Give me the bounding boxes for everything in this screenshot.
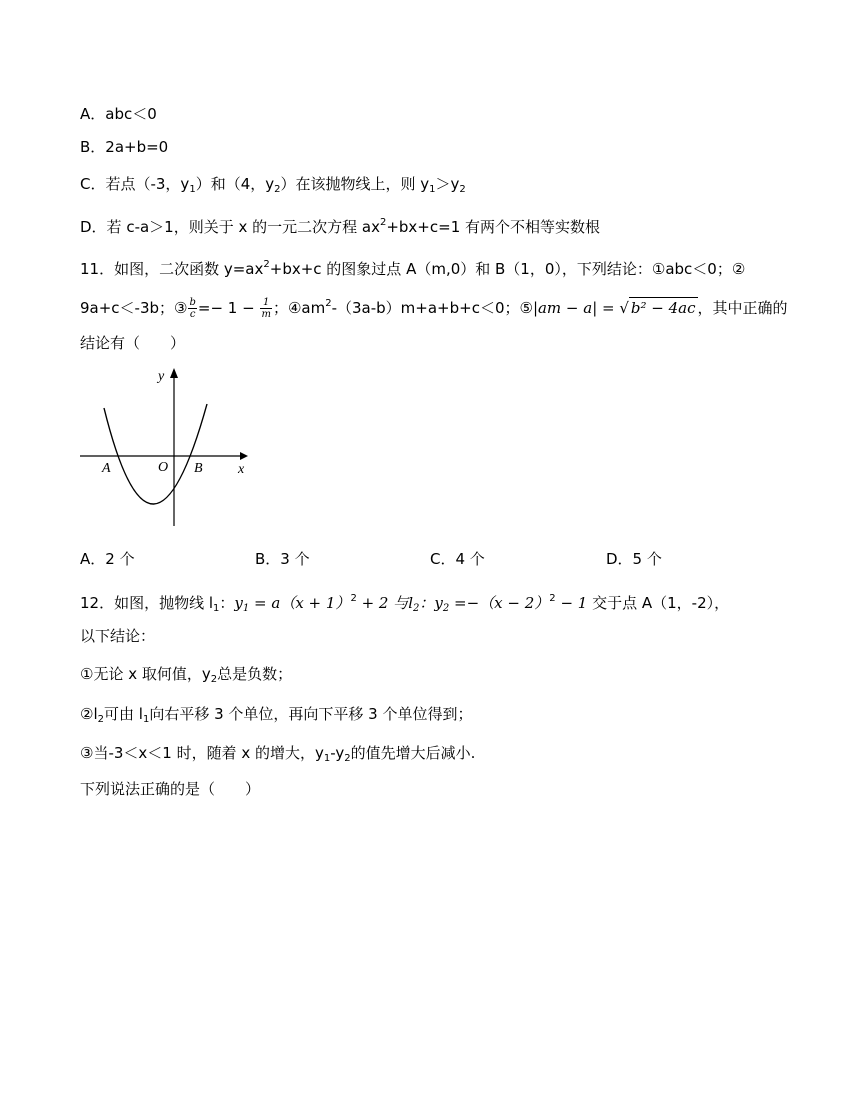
q10-option-c: C．若点（-3，$y_1$）和（4，$y_2$）在该抛物线上，则 $y_1>y_2$ — [80, 175, 466, 195]
q10-option-d: D．若 c-a＞1，则关于 x 的一元二次方程 $ax^2+bx+c=1$ 有两个不相等实数根 — [80, 217, 601, 236]
sqrt-discriminant: b² − 4ac — [630, 299, 696, 317]
q10-option-a: A．abc＜0 — [80, 105, 157, 123]
q11-choice-d: D．5 个 — [606, 550, 662, 568]
q11-stem-line1: 11．如图，二次函数 $y=ax^2+bx+c$ 的图象过点 A（m,0）和 B（1，0），下列结论：①abc＜0；② — [80, 259, 746, 278]
fraction-b-over-c: $\frac{b}{c}$ — [189, 297, 196, 320]
parabola-graph — [78, 366, 250, 530]
q12-statement-1: ①无论 x 取何值，$y_2$总是负数； — [80, 665, 293, 685]
point-b-label: B — [194, 461, 203, 476]
x-axis-arrow — [240, 452, 248, 460]
point-a-label: A — [102, 461, 111, 476]
q12-statement-2: $②l_2$可由 $l_1$向右平移 3 个单位，再向下平移 3 个单位得到； — [80, 705, 473, 725]
q12-statement-3: ③当-3＜x＜1 时，随着 x 的增大，$y_1-y_2$的值先增大后减小. — [80, 744, 476, 764]
y-axis-arrow — [170, 368, 178, 378]
x-axis-label: x — [238, 462, 245, 477]
q10-option-b: B．2a+b=0 — [80, 138, 169, 156]
q12-stem-line1: 12．如图，抛物线 $l_1$：$y_1 = a(x + 1)^2 + 2$ 与$l_2$：$y_2 =-(x - 2)^2 - 1$ 交于点 A（1，-2）， — [80, 593, 730, 614]
fraction-1-over-m: $\frac{1}{m}$ — [261, 297, 271, 320]
q12-prompt: 下列说法正确的是（ ） — [80, 780, 261, 798]
q11-choice-c: C．4 个 — [430, 550, 485, 568]
q11-choice-b: B．3 个 — [255, 550, 310, 568]
y-axis-label: y — [158, 369, 165, 384]
origin-label: O — [158, 460, 169, 475]
q11-stem-line2: 9a+c＜-3b；③ $\frac{b}{c}$ =− 1 − $\frac{1}{m}$ ；$④am^2-(3a-b)m+a+b+c<0$；⑤|am − a| = √ b² − 4ac ，其中正确的 — [80, 297, 788, 320]
q12-stem-line2: 以下结论： — [80, 627, 156, 645]
q11-stem-line3: 结论有（ ） — [80, 334, 186, 352]
q11-choice-a: A．2 个 — [80, 550, 135, 568]
parabola-curve — [104, 404, 207, 504]
